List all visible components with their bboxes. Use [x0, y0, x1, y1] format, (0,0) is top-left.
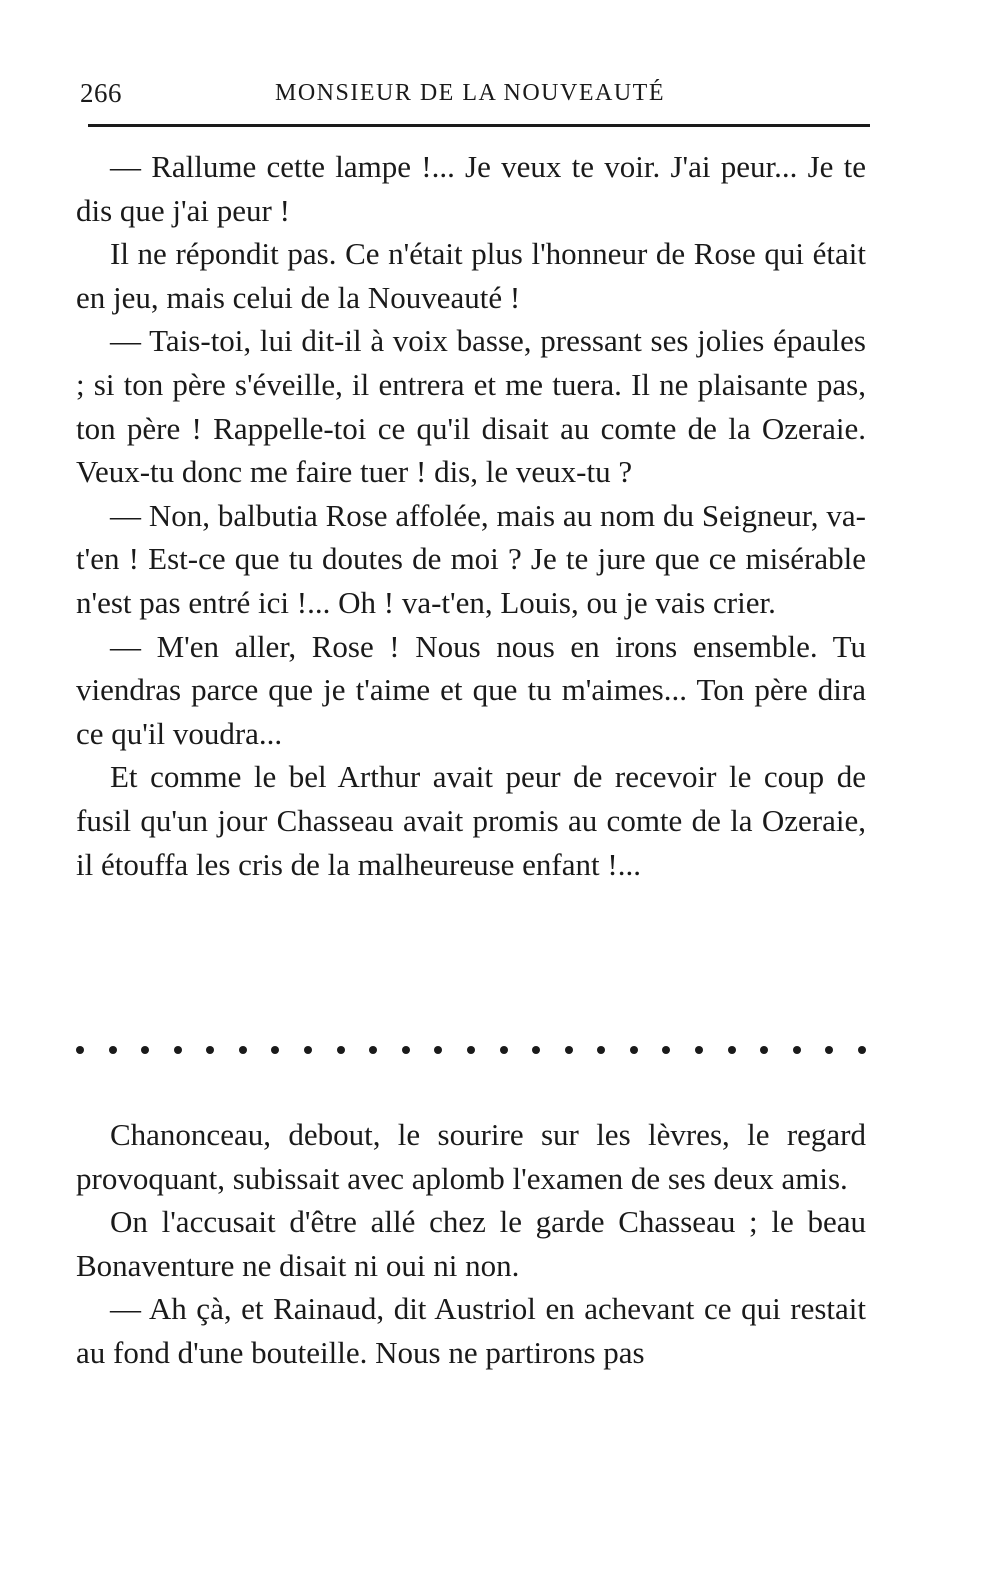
dot — [565, 1046, 573, 1054]
paragraph: — Ah çà, et Rainaud, dit Austriol en achevant ce qui restait au fond d'une bouteille. Nous ne partirons pas — [76, 1291, 866, 1370]
dot — [402, 1046, 410, 1054]
paragraph: Et comme le bel Arthur avait peur de recevoir le coup de fusil qu'un jour Chasseau avait promis au comte de la Ozeraie, il étouffa les cris de la malheureuse enfant !... — [76, 759, 866, 882]
dot — [369, 1046, 377, 1054]
text-before-break — [76, 145, 866, 886]
paragraph: — Non, balbutia Rose affolée, mais au nom du Seigneur, va-t'en ! Est-ce que tu doutes de moi ? Je te jure que ce misérable n'est pas entré ici !... Oh ! va-t'en, Louis, ou je vais crier. — [76, 497, 866, 620]
paragraph: — M'en aller, Rose ! Nous nous en irons ensemble. Tu viendras parce que je t'aime et que tu m'aimes... Ton père dira ce qu'il voudra... — [76, 628, 866, 751]
running-head — [80, 78, 870, 118]
dot — [337, 1046, 345, 1054]
header-rule — [88, 124, 870, 127]
dot — [239, 1046, 247, 1054]
paragraph: — Rallume cette lampe !... Je veux te voir. J'ai peur... Je te dis que j'ai peur ! — [76, 149, 866, 228]
dot — [532, 1046, 540, 1054]
dot — [858, 1046, 866, 1054]
dot — [662, 1046, 670, 1054]
dot — [174, 1046, 182, 1054]
page-number: 266 — [80, 78, 122, 108]
dot — [825, 1046, 833, 1054]
dot — [304, 1046, 312, 1054]
dot — [271, 1046, 279, 1054]
dot — [728, 1046, 736, 1054]
dot — [467, 1046, 475, 1054]
running-title: MONSIEUR DE LA NOUVEAUTÉ — [275, 80, 665, 106]
dot — [793, 1046, 801, 1054]
dot — [206, 1046, 214, 1054]
paragraph: On l'accusait d'être allé chez le garde Chasseau ; le beau Bonaventure ne disait ni oui ni non. — [76, 1204, 866, 1283]
dot — [597, 1046, 605, 1054]
dot — [109, 1046, 117, 1054]
paragraph: Il ne répondit pas. Ce n'était plus l'honneur de Rose qui était en jeu, mais celui de la Nouveauté ! — [76, 236, 866, 315]
dot — [695, 1046, 703, 1054]
section-break-dots — [76, 1046, 866, 1054]
dot — [141, 1046, 149, 1054]
dot — [434, 1046, 442, 1054]
paragraph: — Tais-toi, lui dit-il à voix basse, pressant ses jolies épaules ; si ton père s'éveille, il entrera et me tuera. Il ne plaisante pas, ton père ! Rappelle-toi ce qu'il disait au comte de la Ozeraie. Veux-tu donc me faire tuer ! dis, le veux-tu ? — [76, 323, 866, 490]
dot — [630, 1046, 638, 1054]
dot — [760, 1046, 768, 1054]
paragraph: Chanonceau, debout, le sourire sur les lèvres, le regard provoquant, subissait avec aplomb l'examen de ses deux amis. — [76, 1117, 866, 1196]
dot — [500, 1046, 508, 1054]
dot — [76, 1046, 84, 1054]
text-after-break — [76, 1113, 866, 1375]
